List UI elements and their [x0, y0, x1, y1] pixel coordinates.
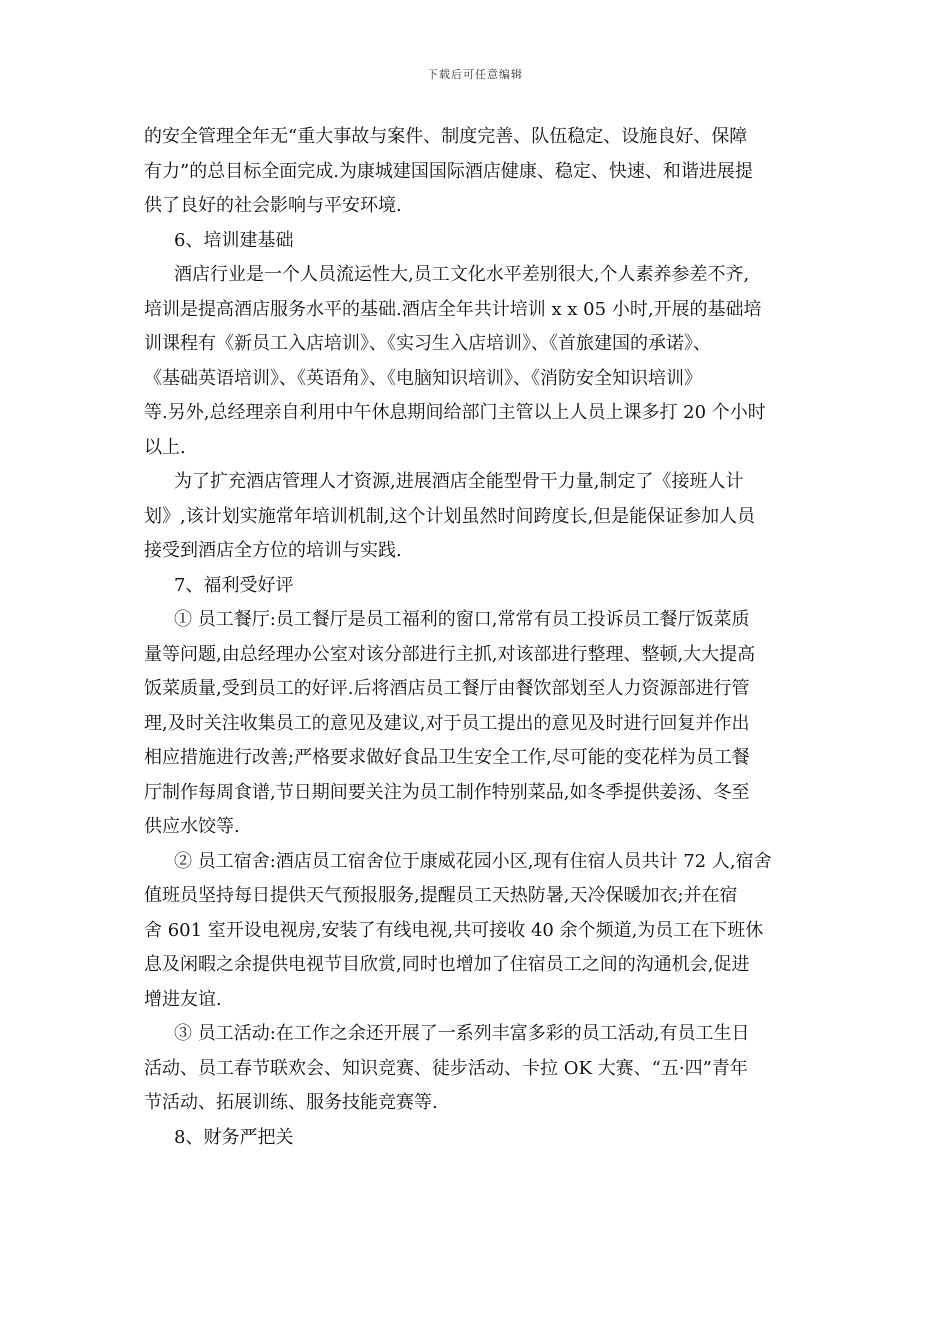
text-line: 酒店行业是一个人员流运性大,员工文化水平差别很大,个人素养参差不齐,	[174, 264, 750, 285]
text-line: ② 员工宿舍:酒店员工宿舍位于康威花园小区,现有住宿人员共计 72 人,宿舍	[174, 850, 772, 872]
text-line: 培训是提高酒店服务水平的基础.酒店全年共计培训 x x 05 小时,开展的基础培	[144, 298, 762, 320]
text-line: 划》,该计划实施常年培训机制,这个计划虽然时间跨度长,但是能保证参加人员	[144, 505, 756, 527]
text-line: 量等问题,由总经理办公室对该分部进行主抓,对该部进行整理、整顿,大大提高	[144, 643, 756, 665]
text-line: 相应措施进行改善;严格要求做好食品卫生安全工作,尽可能的变花样为员工餐	[144, 747, 750, 768]
text-line: 训课程有《新员工入店培训》、《实习生入店培训》、《首旅建国的承诺》、	[144, 333, 711, 354]
text-line: 7、福利受好评	[174, 574, 294, 596]
text-line: ③ 员工活动:在工作之余还开展了一系列丰富多彩的员工活动,有员工生日	[174, 1023, 750, 1044]
text-line: 的安全管理全年无“重大事故与案件、制度完善、队伍稳定、设施良好、保障	[144, 126, 748, 147]
text-line: 节活动、拓展训练、服务技能竞赛等.	[144, 1092, 438, 1113]
text-line: 饭菜质量,受到员工的好评.后将酒店员工餐厅由餐饮部划至人力资源部进行管	[144, 678, 750, 699]
text-line: 息及闲暇之余提供电视节目欣赏,同时也增加了住宿员工之间的沟通机会,促进	[144, 954, 750, 975]
text-line: 为了扩充酒店管理人才资源,进展酒店全能型骨干力量,制定了《接班人计	[174, 471, 744, 492]
header-note: 下载后可任意编辑	[427, 68, 523, 81]
text-line: 厅制作每周食谱,节日期间要关注为员工制作特别菜品,如冬季提供姜汤、冬至	[144, 781, 750, 803]
text-line: 供了良好的社会影响与平安环境.	[144, 195, 402, 216]
text-line: 值班员坚持每日提供天气预报服务,提醒员工天热防暑,天冷保暖加衣;并在宿	[144, 885, 738, 906]
text-line: 理,及时关注收集员工的意见及建议,对于员工提出的意见及时进行回复并作出	[144, 712, 750, 734]
text-line: 6、培训建基础	[174, 229, 294, 251]
text-line: 8、财务严把关	[174, 1126, 294, 1148]
text-line: 舍 601 室开设电视房,安装了有线电视,共可接收 40 余个频道,为员工在下班休	[144, 919, 764, 941]
text-line: ① 员工餐厅:员工餐厅是员工福利的窗口,常常有员工投诉员工餐厅饭菜质	[174, 609, 750, 630]
text-line: 《基础英语培训》、《英语角》、《电脑知识培训》、《消防安全知识培训》	[144, 367, 702, 389]
text-line: 等.另外,总经理亲自利用中午休息期间给部门主管以上人员上课多打 20 个小时	[144, 402, 766, 423]
text-line: 接受到酒店全方位的培训与实践.	[144, 540, 402, 561]
text-line: 有力”的总目标全面完成.为康城建国国际酒店健康、稳定、快速、和谐进展提	[144, 160, 753, 182]
document-body	[144, 120, 810, 1155]
text-line: 活动、员工春节联欢会、知识竞赛、徒步活动、卡拉 OK 大赛、“五·四”青年	[144, 1057, 748, 1079]
text-line: 以上.	[144, 436, 186, 458]
text-line: 增进友谊.	[144, 988, 222, 1010]
text-line: 供应水饺等.	[144, 816, 240, 837]
